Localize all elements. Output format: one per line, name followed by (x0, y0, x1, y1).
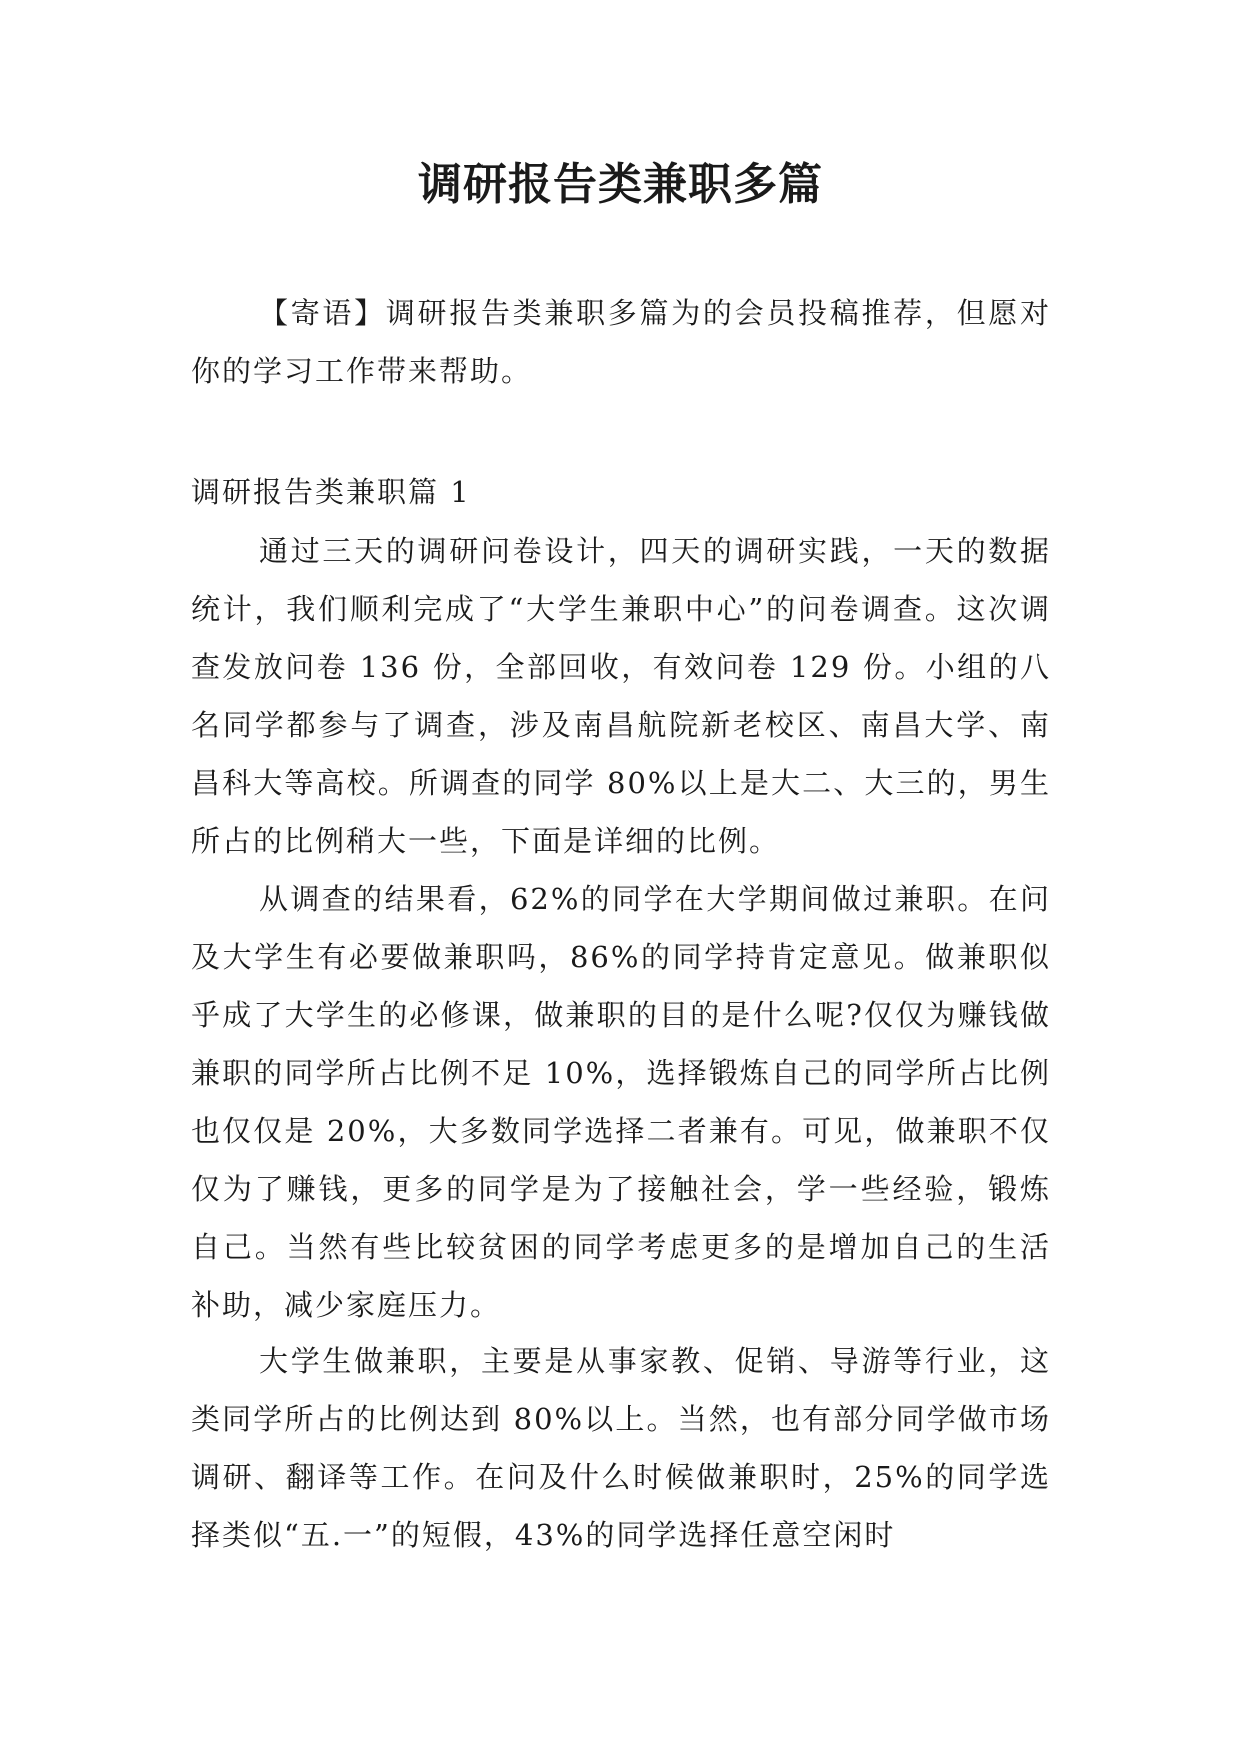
document-title: 调研报告类兼职多篇 (418, 159, 823, 210)
body-paragraph-3: 大学生做兼职，主要是从事家教、促销、导游等行业，这类同学所占的比例达到 80%以上。当然，也有部分同学做市场调研、翻译等工作。在问及什么时候做兼职时，25%的同学选择类似“五.一”的短假，43%的同学选择任意空闲时 (191, 1344, 1051, 1552)
intro-paragraph: 【寄语】调研报告类兼职多篇为的会员投稿推荐，但愿对你的学习工作带来帮助。 (191, 296, 1051, 388)
section-title: 调研报告类兼职篇 1 (191, 475, 471, 509)
body-paragraph-2: 从调查的结果看，62%的同学在大学期间做过兼职。在问及大学生有必要做兼职吗，86%的同学持肯定意见。做兼职似乎成了大学生的必修课，做兼职的目的是什么呢?仅仅为赚钱做兼职的同学所占比例不足 10%，选择锻炼自己的同学所占比例也仅仅是 20%，大多数同学选择二者兼有。可见，做兼职不仅仅为了赚钱，更多的同学是为了接触社会，学一些经验，锻炼自己。当然有些比较贫困的同学考虑更多的是增加自己的生活补助，减少家庭压力。 (191, 882, 1051, 1322)
body-paragraph-1: 通过三天的调研问卷设计，四天的调研实践，一天的数据统计，我们顺利完成了“大学生兼职中心”的问卷调查。这次调查发放问卷 136 份，全部回收，有效问卷 129 份。小组的八名同学都参与了调查，涉及南昌航院新老校区、南昌大学、南昌科大等高校。所调查的同学 80%以上是大二、大三的，男生所占的比例稍大一些，下面是详细的比例。 (191, 534, 1051, 858)
